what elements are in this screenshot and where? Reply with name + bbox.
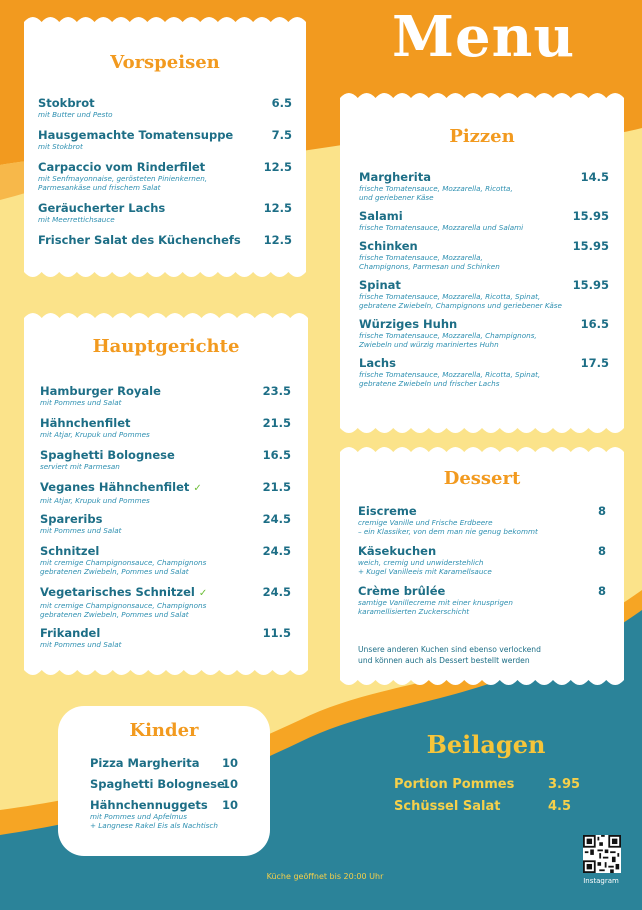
item-name-text: Stokbrot bbox=[38, 96, 95, 110]
dessert-card bbox=[340, 452, 624, 680]
item-name-text: Margherita bbox=[359, 170, 431, 184]
hauptgerichte-heading: Hauptgerichte bbox=[92, 336, 240, 357]
kitchen-hours: Küche geöffnet bis 20:00 Uhr bbox=[266, 872, 384, 881]
dessert-note: Unsere anderen Kuchen sind ebenso verlockend und können auch als Dessert bestellt werden bbox=[358, 645, 541, 665]
item-price: 10 bbox=[221, 798, 238, 812]
beilage-price: 4.5 bbox=[548, 799, 572, 814]
item-description: mit Senfmayonnaise, gerösteten Pinienkernen, bbox=[38, 174, 208, 183]
item-price: 21.5 bbox=[262, 480, 291, 494]
menu-item bbox=[358, 504, 606, 536]
item-name bbox=[38, 201, 292, 215]
item-name-text: Spaghetti Bolognese bbox=[40, 448, 175, 462]
item-description: frische Tomatensauce, Mozzarella und Salami bbox=[359, 223, 524, 232]
item-name bbox=[40, 512, 291, 526]
menu-item bbox=[358, 544, 606, 576]
item-name-text: Hähnchenfilet bbox=[40, 416, 131, 430]
menu-item bbox=[359, 278, 609, 310]
item-name-text: Carpaccio vom Rinderfilet bbox=[38, 160, 206, 174]
item-price: 8 bbox=[597, 584, 606, 598]
item-name-text: Spinat bbox=[359, 278, 401, 292]
item-description: und geriebener Käse bbox=[359, 193, 434, 202]
item-description: Parmesankäse und frischem Salat bbox=[38, 183, 161, 192]
item-name-text: Veganes Hähnchenfilet bbox=[40, 480, 190, 494]
dessert-heading: Dessert bbox=[443, 468, 521, 489]
item-description: – ein Klassiker, von dem man nie genug bekommt bbox=[358, 527, 538, 536]
item-price: 12.5 bbox=[263, 160, 292, 174]
item-name-text: Frischer Salat des Küchenchefs bbox=[38, 233, 241, 247]
qr-code-icon[interactable] bbox=[583, 835, 621, 873]
item-name-text: Frikandel bbox=[40, 626, 101, 640]
item-description: Zwiebeln und würzig mariniertes Huhn bbox=[359, 340, 499, 349]
item-description: mit Meerrettichsauce bbox=[38, 215, 115, 224]
item-description: weich, cremig und unwiderstehlich bbox=[358, 558, 484, 567]
item-description: gebratene Zwiebeln und frischer Lachs bbox=[359, 379, 500, 388]
item-name bbox=[40, 448, 291, 462]
item-name-text: Vegetarisches Schnitzel bbox=[40, 585, 195, 599]
kinder-heading: Kinder bbox=[129, 720, 199, 741]
menu-item bbox=[38, 128, 292, 151]
item-name bbox=[359, 278, 609, 292]
item-name-text: Spareribs bbox=[40, 512, 103, 526]
item-price: 16.5 bbox=[580, 317, 609, 331]
item-name bbox=[90, 777, 238, 791]
item-name bbox=[38, 128, 292, 142]
item-description: frische Tomatensauce, Mozzarella, Ricotta, Spinat, bbox=[359, 292, 541, 301]
item-price: 12.5 bbox=[263, 233, 292, 247]
menu-item bbox=[38, 233, 292, 247]
item-price: 11.5 bbox=[262, 626, 291, 640]
menu-item bbox=[359, 317, 609, 349]
menu-item bbox=[359, 209, 609, 232]
item-description: samtige Vanillecreme mit einer knusprigen bbox=[358, 598, 513, 607]
item-price: 14.5 bbox=[580, 170, 609, 184]
item-price: 23.5 bbox=[262, 384, 291, 398]
item-name-text: Salami bbox=[359, 209, 403, 223]
menu-title: Menu bbox=[392, 4, 576, 70]
beilagen-heading: Beilagen bbox=[426, 730, 546, 759]
vorspeisen-card bbox=[24, 22, 306, 272]
item-description: mit Pommes und Apfelmus bbox=[90, 812, 187, 821]
item-description: gebratenen Zwiebeln, Pommes und Salat bbox=[40, 567, 189, 576]
beilage-price: 3.95 bbox=[548, 777, 581, 792]
item-description: cremige Vanille und Frische Erdbeere bbox=[358, 518, 493, 527]
item-name bbox=[40, 626, 291, 640]
menu-item bbox=[40, 512, 291, 535]
item-name bbox=[90, 756, 238, 770]
item-name-text: Spaghetti Bolognese bbox=[90, 777, 225, 791]
menu-item bbox=[358, 584, 606, 616]
item-name bbox=[40, 480, 291, 496]
item-name bbox=[358, 544, 606, 558]
vorspeisen-heading: Vorspeisen bbox=[110, 52, 220, 73]
menu-item bbox=[40, 416, 291, 439]
item-name bbox=[40, 585, 291, 601]
item-name-text: Lachs bbox=[359, 356, 396, 370]
item-price: 10 bbox=[221, 777, 238, 791]
item-price: 12.5 bbox=[263, 201, 292, 215]
item-name bbox=[358, 584, 606, 598]
pizzen-heading: Pizzen bbox=[449, 126, 515, 147]
item-price: 16.5 bbox=[262, 448, 291, 462]
menu-item bbox=[38, 96, 292, 119]
item-description: gebratene Zwiebeln, Champignons und geriebener Käse bbox=[359, 301, 562, 310]
item-price: 6.5 bbox=[271, 96, 292, 110]
item-name bbox=[38, 160, 292, 174]
item-name bbox=[40, 416, 291, 430]
menu-item bbox=[359, 239, 609, 271]
item-name-text: Schnitzel bbox=[40, 544, 100, 558]
item-name-text: Hamburger Royale bbox=[40, 384, 161, 398]
menu-item bbox=[90, 798, 238, 830]
item-name-text: Pizza Margherita bbox=[90, 756, 200, 770]
item-description: mit Pommes und Salat bbox=[40, 640, 122, 649]
menu-item bbox=[40, 544, 291, 576]
item-description: frische Tomatensauce, Mozzarella, Champignons, bbox=[359, 331, 537, 340]
item-name bbox=[359, 356, 609, 370]
item-description: mit Stokbrot bbox=[38, 142, 83, 151]
item-description: serviert mit Parmesan bbox=[40, 462, 120, 471]
item-price: 24.5 bbox=[262, 512, 291, 526]
item-description: mit cremige Champignonsauce, Champignons bbox=[40, 558, 207, 567]
item-price: 10 bbox=[221, 756, 238, 770]
item-description: + Langnese Rakel Eis als Nachtisch bbox=[90, 821, 218, 830]
pizzen-card bbox=[340, 98, 624, 428]
menu-item bbox=[40, 480, 291, 505]
item-name-text: Schinken bbox=[359, 239, 418, 253]
item-name-text: Hausgemachte Tomatensuppe bbox=[38, 128, 234, 142]
item-name bbox=[359, 170, 609, 184]
menu-item bbox=[40, 448, 291, 471]
item-description: gebratenen Zwiebeln, Pommes und Salat bbox=[40, 610, 189, 619]
item-price: 15.95 bbox=[572, 239, 609, 253]
veg-icon: ✓ bbox=[193, 483, 202, 494]
veg-icon: ✓ bbox=[198, 588, 208, 599]
item-name-text: Eiscreme bbox=[358, 504, 417, 518]
item-price: 17.5 bbox=[580, 356, 609, 370]
item-name-text: Crème brûlée bbox=[358, 584, 446, 598]
menu-item bbox=[90, 756, 238, 770]
item-description: karamellisierten Zuckerschicht bbox=[358, 607, 470, 616]
item-description: + Kugel Vanilleeis mit Karamellsauce bbox=[358, 567, 492, 576]
item-name bbox=[38, 233, 292, 247]
kinder-card bbox=[58, 706, 270, 856]
item-name-text: Hähnchennuggets bbox=[90, 798, 208, 812]
menu-item bbox=[38, 201, 292, 224]
menu-item bbox=[38, 160, 292, 192]
item-description: mit cremige Champignonsauce, Champignons bbox=[40, 601, 207, 610]
beilage-name: Schüssel Salat bbox=[394, 799, 501, 814]
item-price: 21.5 bbox=[262, 416, 291, 430]
hauptgerichte-card bbox=[24, 318, 308, 670]
item-name bbox=[40, 544, 291, 558]
item-description: mit Pommes und Salat bbox=[40, 398, 122, 407]
instagram-label: Instagram bbox=[583, 877, 619, 885]
item-name bbox=[38, 96, 292, 110]
menu-item bbox=[40, 626, 291, 649]
item-description: frische Tomatensauce, Mozzarella, bbox=[359, 253, 483, 262]
item-description: mit Pommes und Salat bbox=[40, 526, 122, 535]
item-name bbox=[359, 317, 609, 331]
item-description: frische Tomatensauce, Mozzarella, Ricotta, bbox=[359, 184, 513, 193]
menu-item bbox=[40, 384, 291, 407]
item-name-text: Geräucherter Lachs bbox=[38, 201, 166, 215]
item-description: Champignons, Parmesan und Schinken bbox=[359, 262, 500, 271]
item-price: 8 bbox=[597, 504, 606, 518]
menu-item bbox=[359, 356, 609, 388]
item-description: mit Atjar, Krupuk und Pommes bbox=[40, 496, 150, 505]
item-price: 15.95 bbox=[572, 278, 609, 292]
item-price: 24.5 bbox=[262, 585, 291, 599]
item-name-text: Würziges Huhn bbox=[359, 317, 458, 331]
item-name bbox=[359, 209, 609, 223]
item-description: frische Tomatensauce, Mozzarella, Ricotta, Spinat, bbox=[359, 370, 541, 379]
item-name-text: Käsekuchen bbox=[358, 544, 437, 558]
beilage-name: Portion Pommes bbox=[394, 777, 515, 792]
item-name bbox=[90, 798, 238, 812]
item-name bbox=[40, 384, 291, 398]
menu-item bbox=[40, 585, 291, 619]
item-price: 8 bbox=[597, 544, 606, 558]
item-name bbox=[358, 504, 606, 518]
item-name bbox=[359, 239, 609, 253]
item-description: mit Butter und Pesto bbox=[38, 110, 113, 119]
item-price: 24.5 bbox=[262, 544, 291, 558]
item-price: 7.5 bbox=[271, 128, 292, 142]
item-price: 15.95 bbox=[572, 209, 609, 223]
menu-item bbox=[359, 170, 609, 202]
item-description: mit Atjar, Krupuk und Pommes bbox=[40, 430, 150, 439]
menu-item bbox=[90, 777, 238, 791]
